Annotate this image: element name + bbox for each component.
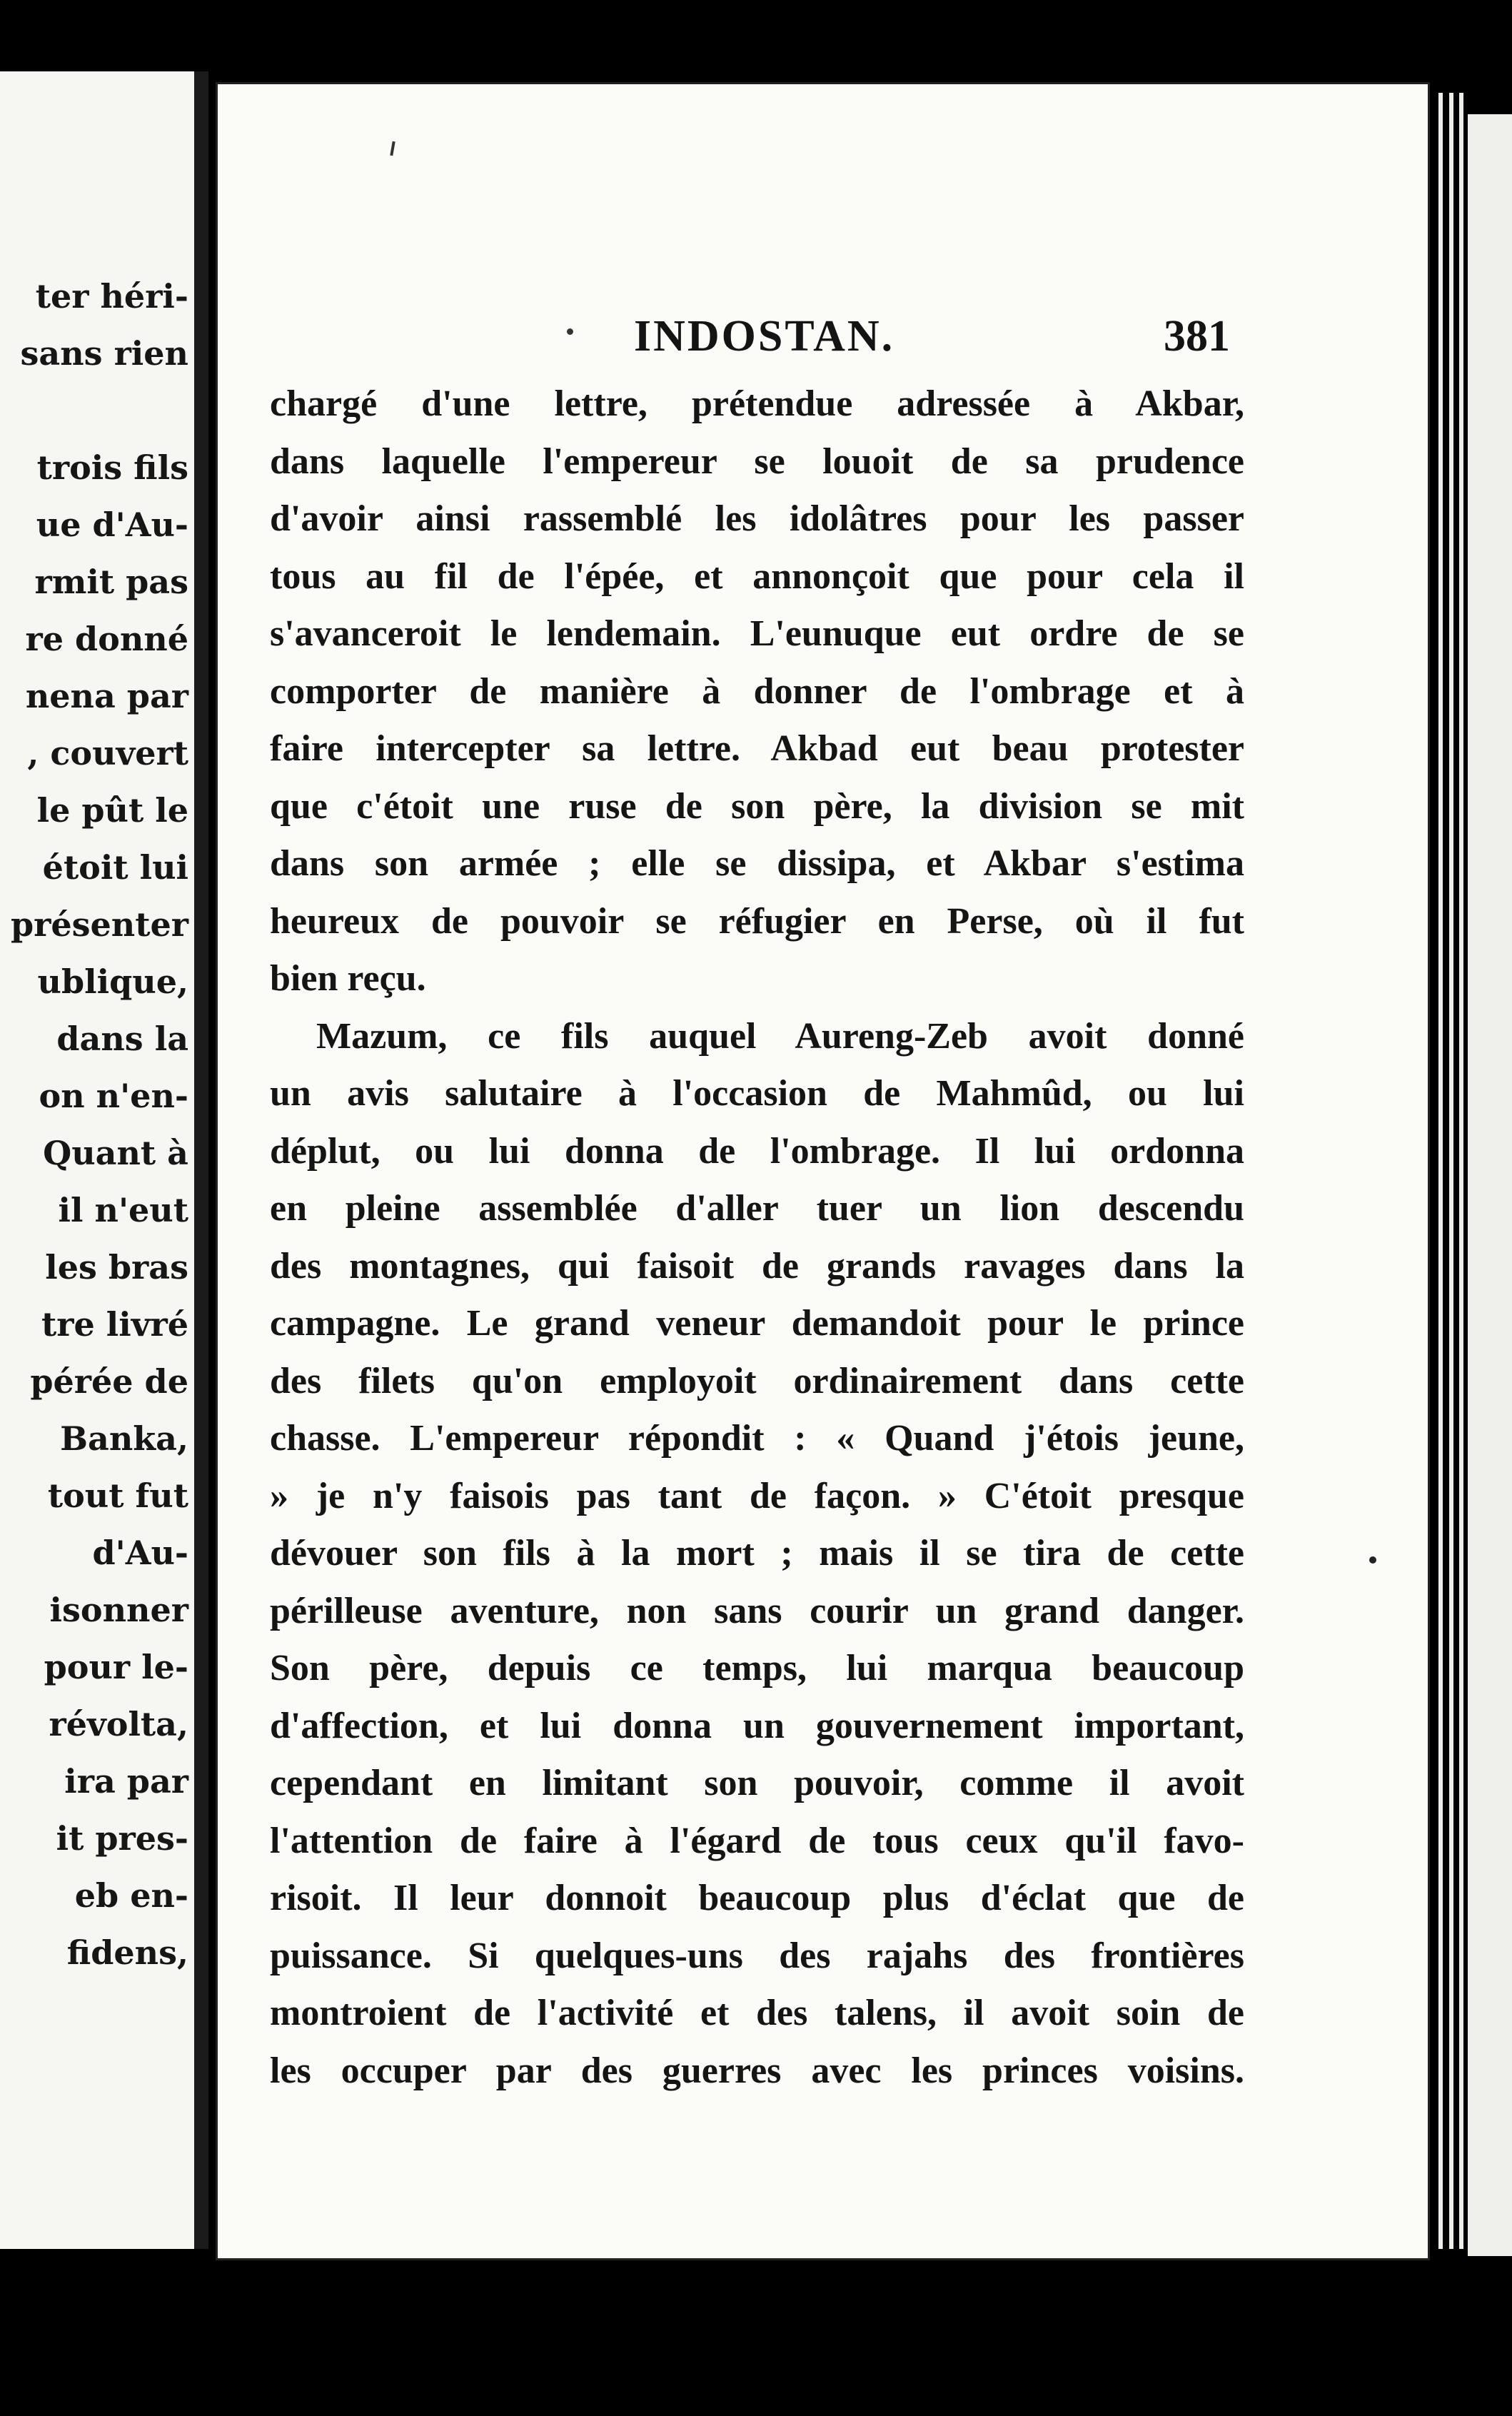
text-line: faire intercepter sa lettre. Akbad eut beau protester (270, 728, 1244, 769)
text-line: montroient de l'activité et des talens, il avoit soin de (270, 1993, 1244, 2033)
page-edge-1 (1438, 93, 1443, 2249)
left-page-line: on n'en- (39, 1077, 188, 1115)
text-line: heureux de pouvoir se réfugier en Perse, où il fut (270, 900, 1244, 942)
text-line: Mazum, ce fils auquel Aureng-Zeb avoit donné (316, 1015, 1244, 1057)
left-page-line: eb en- (74, 1876, 188, 1915)
text-line: s'avanceroit le lendemain. L'eunuque eut ordre de se (270, 613, 1244, 654)
left-page-line: sans rien (20, 334, 188, 373)
text-line: Son père, depuis ce temps, lui marqua beaucoup (270, 1648, 1244, 1688)
header-dot (567, 328, 573, 335)
text-line: cependant en limitant son pouvoir, comme il avoit (270, 1763, 1244, 1803)
text-line: dans son armée ; elle se dissipa, et Akbar s'estima (270, 843, 1244, 884)
running-head (218, 311, 1428, 361)
text-line: des filets qu'on employoit ordinairement dans cette (270, 1360, 1244, 1401)
text-line: bien reçu. (270, 958, 426, 999)
left-page-line: nena par (25, 677, 188, 715)
text-line: en pleine assemblée d'aller tuer un lion descendu (270, 1188, 1244, 1229)
text-line: dévouer son fils à la mort ; mais il se tira de cette (270, 1533, 1244, 1574)
left-page-line: pérée de (30, 1362, 188, 1401)
text-line: que c'étoit une ruse de son père, la division se mit (270, 785, 1244, 827)
next-page-edge (1468, 114, 1512, 2256)
text-line: un avis salutaire à l'occasion de Mahmûd, ou lui (270, 1073, 1244, 1114)
left-page-line: ira par (64, 1762, 188, 1801)
text-line: campagne. Le grand veneur demandoit pour le prince (270, 1303, 1244, 1344)
left-page-line: it pres- (56, 1819, 188, 1858)
page-number: 381 (1164, 312, 1230, 361)
left-page-line: révolta, (49, 1705, 188, 1743)
left-page-line: ter héri- (35, 277, 188, 316)
page-title: INDOSTAN. (634, 312, 895, 361)
ink-speck (390, 141, 395, 156)
left-page-gutter-shadow (194, 71, 208, 2249)
left-page-line: les bras (45, 1248, 188, 1287)
text-line: risoit. Il leur donnoit beaucoup plus d'éclat que de (270, 1878, 1244, 1918)
text-line: d'affection, et lui donna un gouvernement important, (270, 1705, 1244, 1746)
left-page-line: trois fils (36, 448, 188, 487)
text-line: » je n'y faisois pas tant de façon. » C'étoit presque (270, 1475, 1244, 1516)
margin-speck (1369, 1556, 1376, 1564)
facing-left-page (0, 71, 208, 2249)
left-page-line: dans la (56, 1020, 188, 1058)
left-page-line: ue d'Au- (36, 505, 188, 544)
text-line: chasse. L'empereur répondit : « Quand j'étois jeune, (270, 1418, 1244, 1459)
page-edge-3 (1459, 93, 1463, 2249)
left-page-line: , couvert (27, 734, 188, 772)
text-line: l'attention de faire à l'égard de tous ceux qu'il favo- (270, 1820, 1244, 1861)
left-page-line: présenter (10, 905, 188, 944)
left-page-line: re donné (25, 620, 188, 658)
left-page-line: d'Au- (92, 1534, 188, 1572)
page-edge-2 (1449, 93, 1453, 2249)
body-text (270, 376, 1244, 2100)
text-line: comporter de manière à donner de l'ombrage et à (270, 670, 1244, 712)
left-page-line: étoit lui (42, 848, 188, 887)
book-page (218, 84, 1428, 2258)
text-line: déplut, ou lui donna de l'ombrage. Il lui ordonna (270, 1130, 1244, 1172)
left-page-line: fidens, (66, 1933, 188, 1972)
left-page-line: Quant à (43, 1134, 188, 1172)
text-line: des montagnes, qui faisoit de grands ravages dans la (270, 1245, 1244, 1287)
left-page-line: rmit pas (34, 563, 188, 601)
text-line: d'avoir ainsi rassemblé les idolâtres pour les passer (270, 498, 1244, 539)
left-page-line: isonner (49, 1591, 188, 1629)
text-line: dans laquelle l'empereur se louoit de sa prudence (270, 441, 1244, 482)
left-page-line: le pût le (36, 791, 188, 830)
text-line: chargé d'une lettre, prétendue adressée à Akbar, (270, 383, 1244, 424)
left-page-line: ublique, (37, 962, 188, 1001)
text-line: périlleuse aventure, non sans courir un grand danger. (270, 1590, 1244, 1631)
text-line: tous au fil de l'épée, et annonçoit que pour cela il (270, 555, 1244, 597)
left-page-line: il n'eut (58, 1191, 188, 1229)
text-line: les occuper par des guerres avec les princes voisins. (270, 2050, 1244, 2091)
left-page-line: pour le- (44, 1648, 188, 1686)
left-page-line: tout fut (47, 1476, 188, 1515)
left-page-line: tre livré (41, 1305, 188, 1344)
left-page-line: Banka, (60, 1419, 188, 1458)
text-line: puissance. Si quelques-uns des rajahs des frontières (270, 1935, 1244, 1976)
